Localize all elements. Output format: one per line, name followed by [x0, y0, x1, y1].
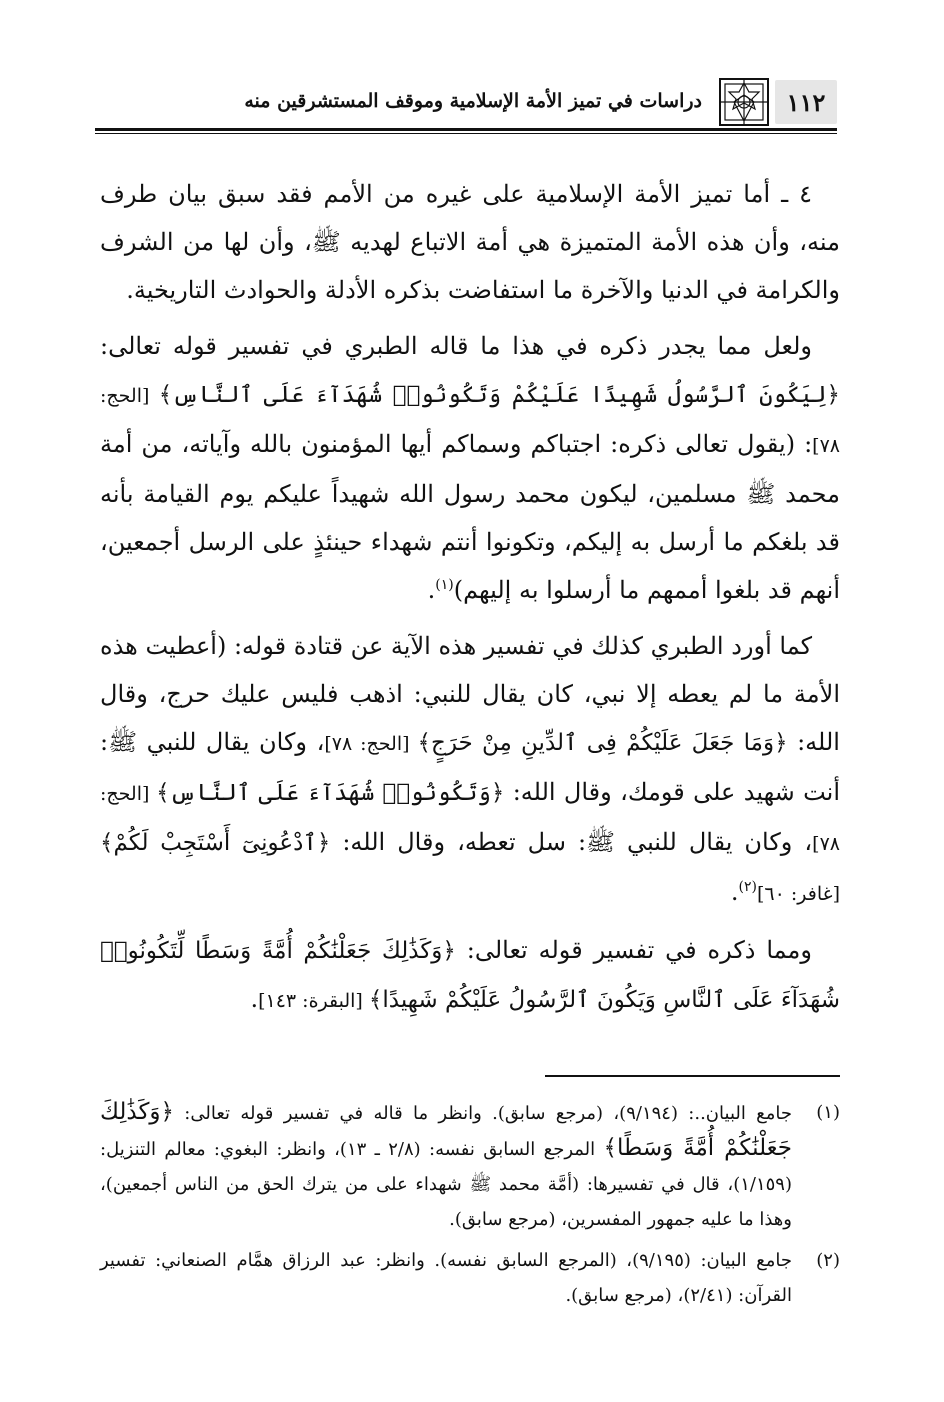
paragraph-p3 — [100, 622, 840, 918]
text-run: المرجع السابق نفسه: (٢/٨ ـ ١٣)، وانظر: البغوي: معالم التنزيل: (١/١٥٩)، قال في تفسيرها: (أمَّة محمد ﷺ شهداء على من يترك الحق من الناس أجمعين)، وهذا ما عليه جمهور المفسرين، (مرجع سابق). — [100, 1139, 792, 1230]
quran-verse: ﴿وَتَكُونُوا۟ شُهَدَآءَ عَلَى ٱلنَّاسِ﴾ — [156, 780, 505, 806]
text-run: . — [250, 985, 259, 1013]
verse-reference: [البقرة: ١٤٣] — [258, 990, 369, 1012]
text-run: جامع البيان..: (٩/١٩٤)، (مرجع سابق). وانظر ما قاله في تفسير قوله تعالى: — [174, 1103, 792, 1124]
header-rule-thin — [95, 133, 837, 134]
footnote-marker: (١) — [435, 577, 454, 593]
islamic-star-ornament-icon — [719, 78, 769, 126]
text-run: ٤ ـ أما تميز الأمة الإسلامية على غيره من الأمم فقد سبق بيان طرف منه، وأن هذه الأمة المتميزة هي أمة الاتباع لهديه ﷺ، وأن لها من الشرف والكرامة في الدنيا والآخرة ما استفاضت بذكره الأدلة والحوادث التاريخية. — [100, 180, 840, 304]
quran-verse: ﴿وَكَذَٰلِكَ جَعَلْنَٰكُمْ أُمَّةً وَسَطًا لِّتَكُونُوا۟ شُهَدَآءَ عَلَى ٱلنَّاسِ وَيَكُونَ ٱلرَّسُولُ عَلَيْكُمْ شَهِيدًا﴾ — [100, 938, 840, 1013]
text-run: . — [730, 878, 739, 906]
header-rule — [95, 128, 837, 131]
verse-reference: [الحج: ٧٨] — [324, 733, 418, 755]
footnote — [100, 1095, 840, 1237]
text-run: كما أورد الطبري كذلك في تفسير هذه الآية عن قتادة قوله: (أعطيت هذه الأمة ما لم يعطه إلا نبي، كان يقال للنبي: اذهب فليس عليك حرج، وقال الله: — [100, 632, 840, 756]
text-run: : (يقول تعالى ذكره: اجتباكم وسماكم أيها المؤمنون بالله وآياته، من أمة محمد ﷺ مسلمين، ليكون محمد رسول الله شهيداً عليكم يوم القيامة بأنه قد بلغكم ما أرسل به إليكم، وتكونوا أنتم شهداء حينئذٍ على الرسل أجمعين، أنهم قد بلغوا أممهم ما أرسلوا به إليهم) — [100, 430, 841, 604]
page-header — [95, 78, 837, 138]
verse-reference: [الحج: ٧٨] — [100, 783, 840, 855]
verse-reference: [غافر: ٦٠] — [757, 883, 840, 905]
text-run: ، وكان يقال للنبي ﷺ: أنت شهيد على قومك، وقال الله: — [100, 728, 840, 806]
page-number: ١١٢ — [775, 80, 837, 124]
footnote-number: (٢) — [816, 1250, 840, 1271]
text-run: ، وكان يقال للنبي ﷺ: سل تعطه، وقال الله: — [330, 828, 813, 856]
footnotes — [100, 1095, 840, 1319]
paragraph-p1 — [100, 170, 840, 314]
paragraph-p2 — [100, 322, 840, 614]
quran-verse: ﴿لِيَكُونَ ٱلرَّسُولُ شَهِيدًا عَلَيْكُمْ وَتَكُونُوا۟ شُهَدَآءَ عَلَى ٱلنَّاسِ﴾ — [158, 382, 840, 408]
text-run: ومما ذكره في تفسير قوله تعالى: — [455, 936, 812, 964]
footnote-number: (١) — [816, 1102, 840, 1123]
footnote-separator — [545, 1075, 840, 1077]
quran-verse: ﴿ٱدْعُونِىٓ أَسْتَجِبْ لَكُمْ﴾ — [100, 830, 331, 856]
main-text — [100, 170, 840, 1033]
quran-verse: ﴿وَكَذَٰلِكَ جَعَلْنَٰكُمْ أُمَّةً وَسَطًا﴾ — [100, 1099, 792, 1161]
verse-reference: [الحج: ٧٨] — [100, 385, 840, 457]
text-run: ولعل مما يجدر ذكره في هذا ما قاله الطبري في تفسير قوله تعالى: — [100, 332, 812, 360]
footnote — [100, 1243, 840, 1313]
text-run: جامع البيان: (٩/١٩٥)، (المرجع السابق نفسه). وانظر: عبد الرزاق همَّام الصنعاني: تفسير القرآن: (٢/٤١)، (مرجع سابق). — [100, 1250, 792, 1306]
running-title: دراسات في تميز الأمة الإسلامية وموقف المستشرقين منه — [244, 90, 702, 112]
quran-verse: ﴿وَمَا جَعَلَ عَلَيْكُمْ فِى ٱلدِّينِ مِنْ حَرَجٍ﴾ — [417, 730, 788, 756]
text-run: . — [427, 576, 436, 604]
footnote-marker: (٢) — [738, 879, 757, 895]
paragraph-p4 — [100, 926, 840, 1025]
